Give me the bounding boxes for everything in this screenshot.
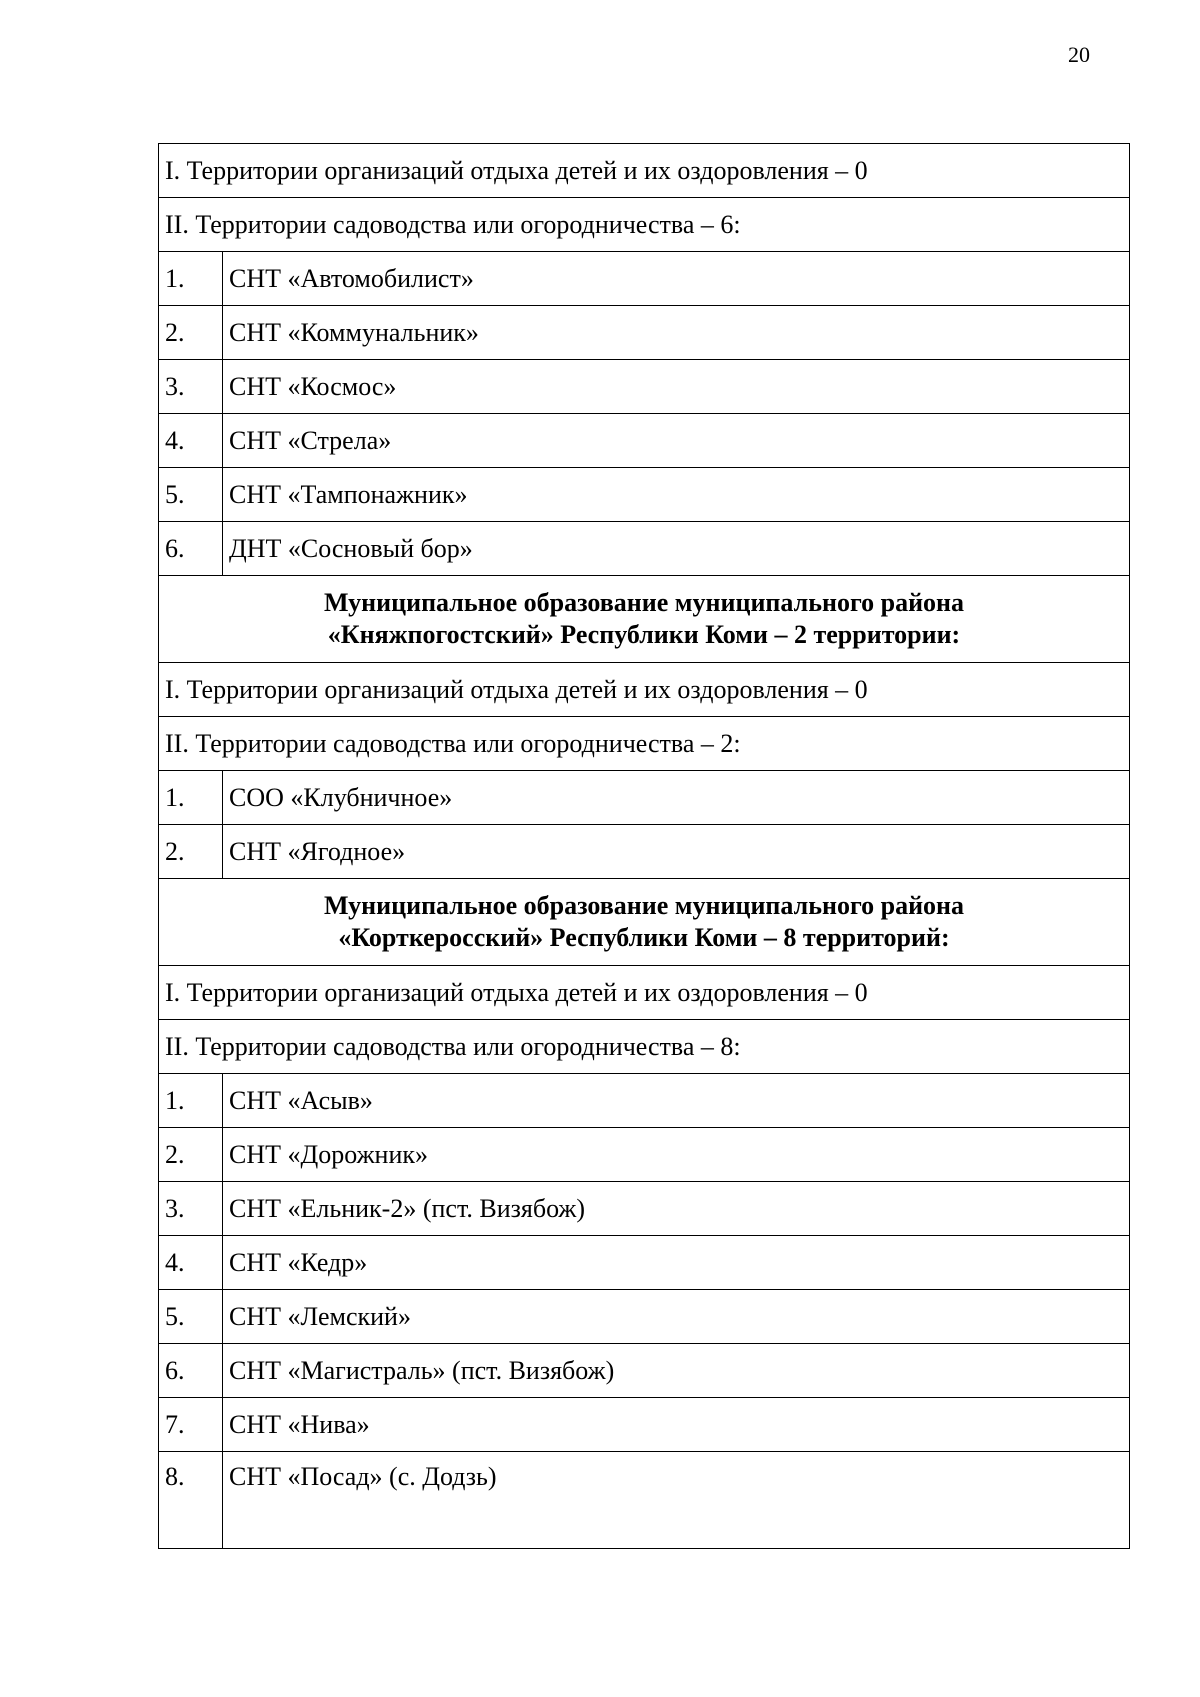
table-row	[159, 522, 1130, 576]
table-row	[159, 1452, 1130, 1549]
item-number: 5.	[159, 1290, 223, 1344]
item-number: 8.	[159, 1452, 223, 1549]
item-number: 3.	[159, 360, 223, 414]
table-row	[159, 1398, 1130, 1452]
table-row	[159, 1290, 1130, 1344]
municipality-heading	[159, 879, 1130, 966]
section-title: II. Территории садоводства или огородничества – 2:	[159, 717, 1130, 771]
item-number: 2.	[159, 306, 223, 360]
heading-line: «Корткеросский» Республики Коми – 8 территорий:	[338, 923, 950, 952]
table-row	[159, 1182, 1130, 1236]
table-row	[159, 252, 1130, 306]
territories-table	[158, 143, 1130, 1549]
item-number: 1.	[159, 771, 223, 825]
item-number: 3.	[159, 1182, 223, 1236]
item-name: СНТ «Космос»	[223, 360, 1130, 414]
table-row	[159, 468, 1130, 522]
heading-line: Муниципальное образование муниципального района	[323, 891, 965, 920]
item-name: СОО «Клубничное»	[223, 771, 1130, 825]
table-row	[159, 1344, 1130, 1398]
item-number: 5.	[159, 468, 223, 522]
item-number: 1.	[159, 252, 223, 306]
table-row	[159, 414, 1130, 468]
table-row	[159, 306, 1130, 360]
item-number: 6.	[159, 1344, 223, 1398]
item-name: СНТ «Автомобилист»	[223, 252, 1130, 306]
heading-line: Муниципальное образование муниципального района	[323, 588, 965, 617]
section-row	[159, 144, 1130, 198]
item-name: СНТ «Тампонажник»	[223, 468, 1130, 522]
item-number: 4.	[159, 1236, 223, 1290]
municipality-heading	[159, 576, 1130, 663]
section-title: I. Территории организаций отдыха детей и их оздоровления – 0	[159, 144, 1130, 198]
section-row	[159, 663, 1130, 717]
item-number: 2.	[159, 825, 223, 879]
section-row	[159, 717, 1130, 771]
item-number: 2.	[159, 1128, 223, 1182]
table-row	[159, 360, 1130, 414]
table-row	[159, 1074, 1130, 1128]
item-name: СНТ «Кедр»	[223, 1236, 1130, 1290]
municipality-heading-row	[159, 576, 1130, 663]
section-row	[159, 1020, 1130, 1074]
table-row	[159, 1128, 1130, 1182]
item-name: СНТ «Коммунальник»	[223, 306, 1130, 360]
section-row	[159, 966, 1130, 1020]
heading-line: «Княжпогостский» Республики Коми – 2 территории:	[327, 620, 961, 649]
section-row	[159, 198, 1130, 252]
table-row	[159, 771, 1130, 825]
item-number: 7.	[159, 1398, 223, 1452]
item-name: СНТ «Нива»	[223, 1398, 1130, 1452]
item-name: СНТ «Дорожник»	[223, 1128, 1130, 1182]
item-name: СНТ «Ягодное»	[223, 825, 1130, 879]
item-name: СНТ «Асыв»	[223, 1074, 1130, 1128]
municipality-heading-row	[159, 879, 1130, 966]
item-name: СНТ «Посад» (с. Додзь)	[223, 1452, 1130, 1549]
section-title: II. Территории садоводства или огородничества – 6:	[159, 198, 1130, 252]
item-name: СНТ «Лемский»	[223, 1290, 1130, 1344]
item-name: СНТ «Ельник-2» (пст. Визябож)	[223, 1182, 1130, 1236]
item-number: 4.	[159, 414, 223, 468]
table-row	[159, 825, 1130, 879]
section-title: II. Территории садоводства или огородничества – 8:	[159, 1020, 1130, 1074]
item-number: 1.	[159, 1074, 223, 1128]
page-number: 20	[1068, 42, 1090, 67]
item-number: 6.	[159, 522, 223, 576]
section-title: I. Территории организаций отдыха детей и их оздоровления – 0	[159, 966, 1130, 1020]
table-row	[159, 1236, 1130, 1290]
section-title: I. Территории организаций отдыха детей и их оздоровления – 0	[159, 663, 1130, 717]
item-name: СНТ «Стрела»	[223, 414, 1130, 468]
item-name: СНТ «Магистраль» (пст. Визябож)	[223, 1344, 1130, 1398]
item-name: ДНТ «Сосновый бор»	[223, 522, 1130, 576]
